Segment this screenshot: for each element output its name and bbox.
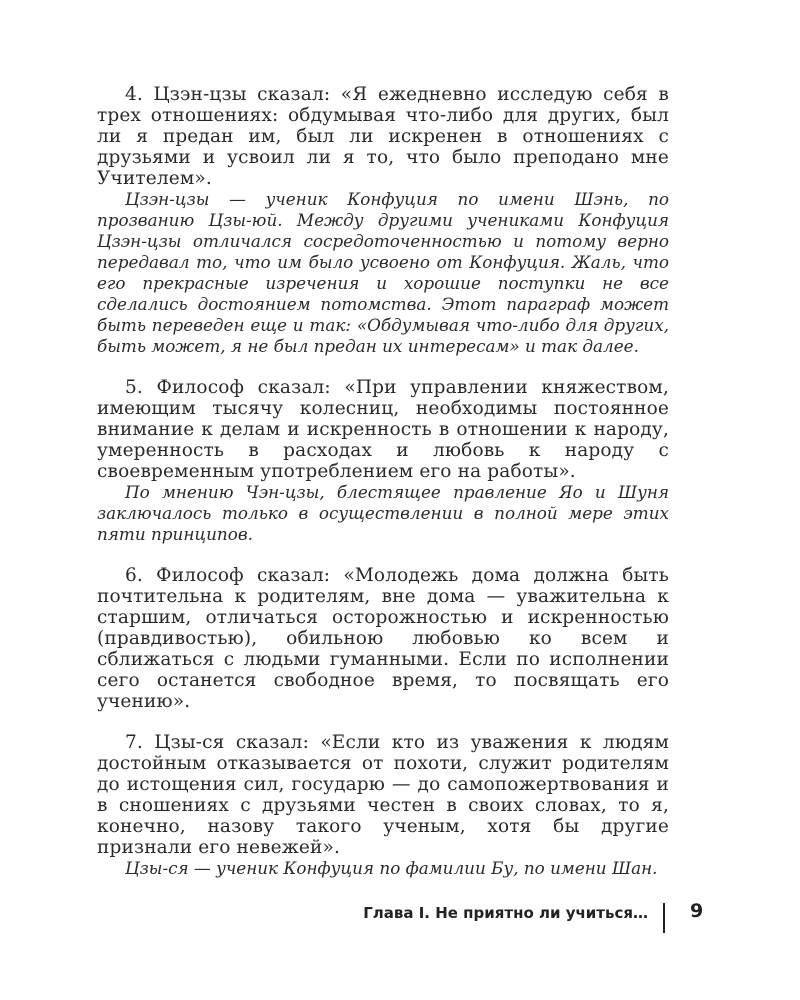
paragraph-4-commentary: Цзэн-цзы — ученик Конфуция по имени Шэнь, по прозванию Цзы-юй. Между другими учениками Конфуция Цзэн-цзы отличался сосредоточенностью и потому верно передавал то, что им было усвоено от Конфуция. Жаль, что его прекрасные изречения и хорошие поступки не все сделались достоянием потомства. Этот параграф может быть переведен еще и так: «Обдумывая что-либо для других, быть может, я не был предан их интересам» и так далее. bbox=[97, 189, 669, 356]
footer-divider bbox=[663, 903, 665, 933]
paragraph-5-text: 5. Философ сказал: «При управлении княжеством, имеющим тысячу колесниц, необходимы постоянное внимание к делам и искренность в отношении к народу, умеренность в расходах и любовь к народу с своевременным употреблением его на работы». bbox=[97, 377, 669, 482]
page-body bbox=[97, 84, 669, 879]
paragraph-4-text: 4. Цзэн-цзы сказал: «Я ежедневно исследую себя в трех отношениях: обдумывая что-либо для других, был ли я предан им, был ли искренен в отношениях с друзьями и усвоил ли я то, что было преподано мне Учителем». bbox=[97, 84, 669, 189]
paragraph-6 bbox=[97, 565, 669, 712]
paragraph-6-text: 6. Философ сказал: «Молодежь дома должна быть почтительна к родителям, вне дома — уважительна к старшим, отличаться осторожностью и искренностью (правдивостью), обильною любовью ко всем и сближаться с людьми гуманными. Если по исполнении сего останется свободное время, то посвящать его учению». bbox=[97, 565, 669, 712]
paragraph-4 bbox=[97, 84, 669, 357]
running-footer-chapter-title: Глава I. Не приятно ли учиться… bbox=[363, 904, 648, 922]
paragraph-5-commentary: По мнению Чэн-цзы, блестящее правление Яо и Шуня заключалось только в осуществлении в полной мере этих пяти принципов. bbox=[97, 482, 669, 544]
page-number: 9 bbox=[690, 900, 704, 922]
paragraph-7-commentary: Цзы-ся — ученик Конфуция по фамилии Бу, по имени Шан. bbox=[125, 858, 658, 878]
paragraph-7-text: 7. Цзы-ся сказал: «Если кто из уважения к людям достойным отказывается от похоти, служит родителям до истощения сил, государю — до самопожертвования и в сношениях с друзьями честен в своих словах, то я, конечно, назову такого ученым, хотя бы другие признали его невежей». bbox=[97, 732, 669, 858]
paragraph-7 bbox=[97, 732, 669, 879]
paragraph-5 bbox=[97, 377, 669, 545]
